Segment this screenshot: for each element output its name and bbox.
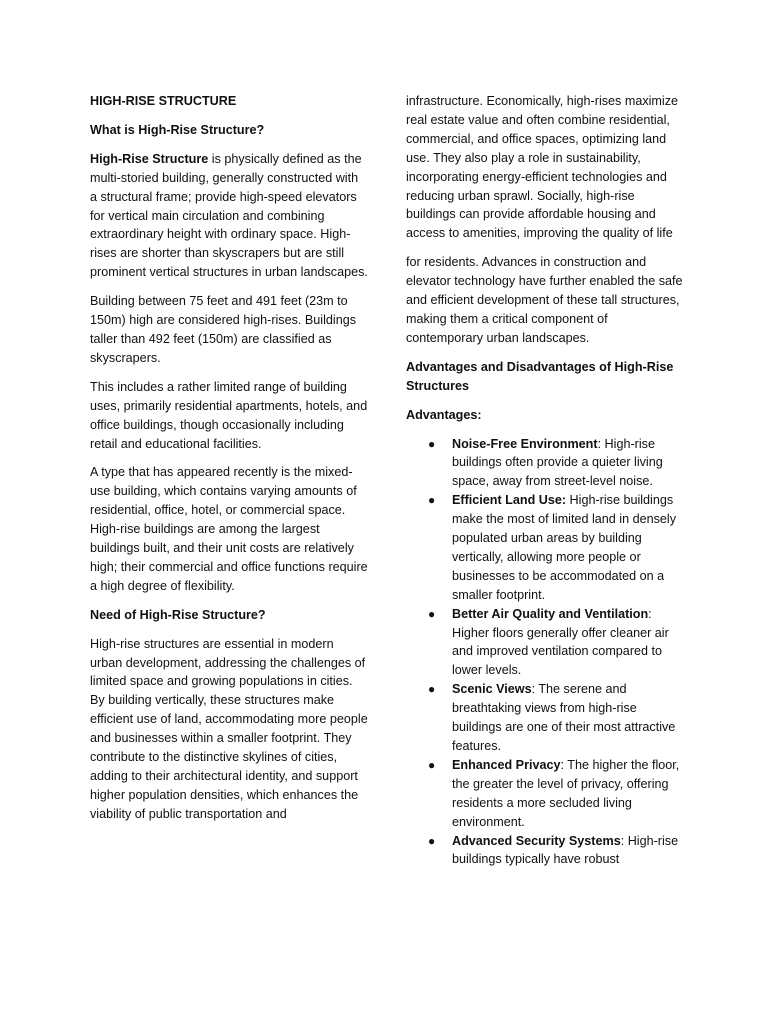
adv-disadv-heading: Advantages and Disadvantages of High-Rise Structures	[406, 359, 674, 393]
bullet-icon: ●	[428, 493, 436, 508]
list-item	[406, 491, 686, 604]
bullet-icon: ●	[428, 436, 436, 451]
continued-paragraph-2: for residents. Advances in construction and elevator technology have further enabled the safe and efficient development of these tall structures, making them a critical component of contemporary urban landscapes.	[406, 255, 683, 345]
advantages-list	[406, 435, 686, 870]
need-heading: Need of High-Rise Structure?	[90, 607, 266, 622]
list-item	[406, 832, 686, 870]
uses-paragraph: This includes a rather limited range of building uses, primarily residential apartments, hotels, and office buildings, though occasionally including retail and educational facilities.	[90, 379, 368, 451]
list-item	[406, 605, 686, 681]
list-item-title: Efficient Land Use:	[452, 493, 567, 508]
list-item-title: Scenic Views	[452, 682, 532, 697]
list-item-text: : Higher floors generally offer cleaner air and improved ventilation compared to lower levels.	[452, 606, 669, 678]
list-item-text: : The higher the floor, the greater the level of privacy, offering residents a more secluded living environment.	[452, 757, 680, 829]
height-paragraph: Building between 75 feet and 491 feet (23m to 150m) high are considered high-rises. Buildings taller than 492 feet (150m) are classified as skyscrapers.	[90, 294, 357, 365]
what-heading: What is High-Rise Structure?	[90, 122, 265, 137]
definition-text: is physically defined as the multi-storied building, generally constructed with a structural frame; provide high-speed elevators for vertical main circulation and combining extraordinary height with ordinary space. High-rises are shorter than skyscrapers but are still prominent vertical structures in urban landscapes.	[90, 151, 368, 280]
right-column	[406, 92, 686, 869]
list-item-title: Enhanced Privacy	[452, 757, 561, 772]
list-item	[406, 756, 686, 832]
left-column	[90, 92, 368, 834]
list-item-text: : The serene and breathtaking views from high-rise buildings are one of their most attractive features.	[452, 682, 676, 753]
bullet-icon: ●	[428, 833, 436, 848]
definition-paragraph	[90, 150, 368, 282]
bullet-icon: ●	[428, 682, 436, 697]
list-item-text: High-rise buildings make the most of limited land in densely populated urban areas by building vertically, allowing more people or businesses to be accommodated on a smaller footprint.	[452, 493, 677, 602]
list-item	[406, 435, 686, 492]
advantages-heading: Advantages:	[406, 407, 482, 422]
document-title: HIGH-RISE STRUCTURE	[90, 94, 237, 108]
bullet-icon: ●	[428, 757, 436, 772]
continued-paragraph: infrastructure. Economically, high-rises maximize real estate value and often combine residential, commercial, and office spaces, optimizing land use. They also play a role in sustainability, incorporating energy-efficient technologies and reducing urban sprawl. Socially, high-rise buildings can provide affordable housing and access to amenities, improving the quality of life	[406, 94, 679, 241]
list-item-title: Noise-Free Environment	[452, 436, 598, 451]
mixed-use-paragraph: A type that has appeared recently is the mixed-use building, which contains varying amounts of residential, office, hotel, or commercial space. High-rise buildings are among the largest buildings built, and their unit costs are relatively high; their commercial and office functions require a high degree of flexibility.	[90, 465, 368, 593]
list-item-title: Advanced Security Systems	[452, 833, 621, 848]
list-item-text: : High-rise buildings often provide a quieter living space, away from street-level noise.	[452, 436, 663, 489]
list-item-title: Better Air Quality and Ventilation	[452, 606, 649, 621]
list-item-text: : High-rise buildings typically have robust	[452, 833, 679, 867]
definition-term: High-Rise Structure	[90, 151, 209, 166]
bullet-icon: ●	[428, 606, 436, 621]
need-paragraph: High-rise structures are essential in modern urban development, addressing the challenges of limited space and growing populations in cities. By building vertically, these structures make efficient use of land, accommodating more people and businesses within a smaller footprint. They contribute to the distinctive skylines of cities, adding to their architectural identity, and support higher population densities, which enhances the viability of public transportation and	[90, 636, 368, 821]
list-item	[406, 680, 686, 756]
